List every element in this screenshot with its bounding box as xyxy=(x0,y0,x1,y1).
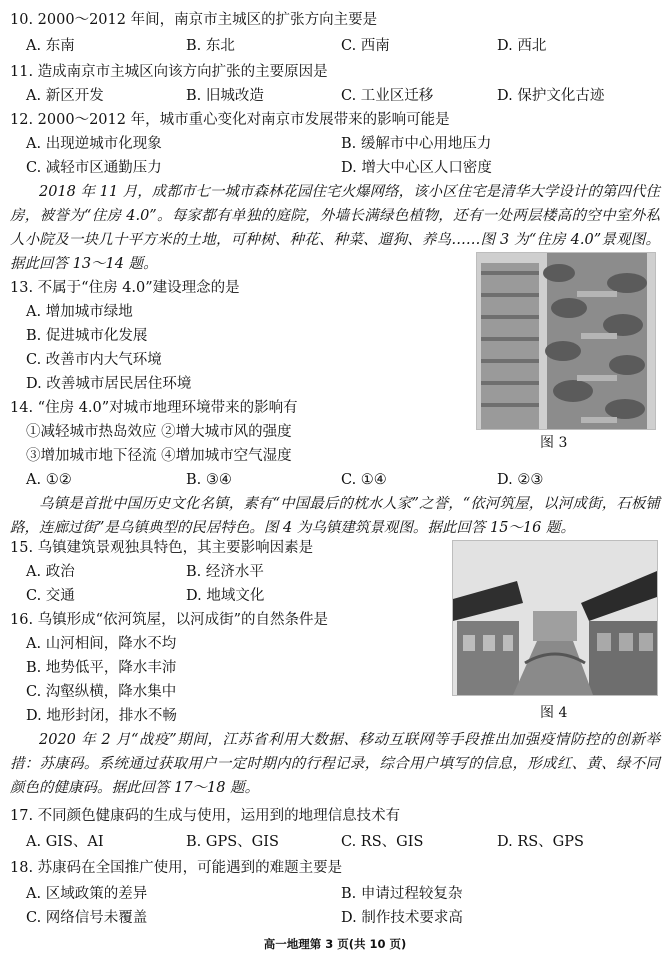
q14-statements-1: ①减轻城市热岛效应 ②增大城市风的强度 xyxy=(26,424,292,440)
q14-option-d: D. ②③ xyxy=(497,472,544,488)
q12-option-c: C. 减轻市区通勤压力 xyxy=(26,160,162,176)
q13-option-b: B. 促进城市化发展 xyxy=(26,328,148,344)
q13-option-d: D. 改善城市居民居住环境 xyxy=(26,376,192,392)
q16-option-b: B. 地势低平，降水丰沛 xyxy=(26,660,177,676)
q11-option-b: B. 旧城改造 xyxy=(186,88,264,104)
figure-4-image xyxy=(452,540,658,696)
q14-stem: 14. “住房 4.0”对城市地理环境带来的影响有 xyxy=(10,400,298,416)
q10-stem: 10. 2000～2012 年间，南京市主城区的扩张方向主要是 xyxy=(10,12,378,28)
q18-option-a: A. 区域政策的差异 xyxy=(26,886,148,902)
page-footer: 高一地理第 3 页(共 10 页) xyxy=(263,937,407,951)
q16-option-a: A. 山河相间，降水不均 xyxy=(26,636,177,652)
q14-option-c: C. ①④ xyxy=(341,472,387,488)
q18-option-c: C. 网络信号未覆盖 xyxy=(26,910,148,926)
figure-3-image xyxy=(476,252,656,430)
q14-option-b: B. ③④ xyxy=(186,472,232,488)
q18-option-d: D. 制作技术要求高 xyxy=(341,910,463,926)
q16-option-d: D. 地形封闭，排水不畅 xyxy=(26,708,177,724)
q17-stem: 17. 不同颜色健康码的生成与使用，运用到的地理信息技术有 xyxy=(10,808,401,824)
q15-option-c: C. 交通 xyxy=(26,588,75,604)
q17-option-a: A. GIS、AI xyxy=(26,834,104,850)
q10-option-d: D. 西北 xyxy=(497,38,547,54)
q10-option-a: A. 东南 xyxy=(26,38,75,54)
q10-option-b: B. 东北 xyxy=(186,38,235,54)
q13-option-c: C. 改善市内大气环境 xyxy=(26,352,162,368)
q16-option-c: C. 沟壑纵横，降水集中 xyxy=(26,684,177,700)
q12-option-b: B. 缓解市中心用地压力 xyxy=(341,136,492,152)
q12-option-d: D. 增大中心区人口密度 xyxy=(341,160,492,176)
q16-stem: 16. 乌镇形成“依河筑屋，以河成街”的自然条件是 xyxy=(10,612,328,628)
q18-stem: 18. 苏康码在全国推广使用，可能遇到的难题主要是 xyxy=(10,860,343,876)
q11-stem: 11. 造成南京市主城区向该方向扩张的主要原因是 xyxy=(10,64,328,80)
q13-stem: 13. 不属于“住房 4.0”建设理念的是 xyxy=(10,280,240,296)
passage-house-4: 2018 年 11 月，成都市七一城市森林花园住宅火爆网络，该小区住宅是清华大学设计的第四代住房，被誉为“住房 4.0”。每家都有单独的庭院，外墙长满绿色植物，还有一处两层楼高的空中室外私人小院及一块几十平方米的土地，可种树、种花、种菜、遛狗、养鸟……图 3 为“住房 4.0”景观图。据此回答 13～14 题。 xyxy=(10,184,660,272)
q18-option-b: B. 申请过程较复杂 xyxy=(341,886,463,902)
q12-stem: 12. 2000～2012 年，城市重心变化对南京市发展带来的影响可能是 xyxy=(10,112,450,128)
q15-option-d: D. 地域文化 xyxy=(186,588,265,604)
passage-sukangma: 2020 年 2 月“战疫”期间，江苏省利用大数据、移动互联网等手段推出加强疫情防控的创新举措：苏康码。系统通过获取用户一定时期内的行程记录，综合用户填写的信息，形成红、黄、绿不同颜色的健康码。据此回答 17～18 题。 xyxy=(10,732,660,796)
q14-option-a: A. ①② xyxy=(26,472,72,488)
q11-option-d: D. 保护文化古迹 xyxy=(497,88,605,104)
q11-option-c: C. 工业区迁移 xyxy=(341,88,434,104)
q15-option-a: A. 政治 xyxy=(26,564,75,580)
figure-3-caption: 图 3 xyxy=(540,435,568,451)
q15-stem: 15. 乌镇建筑景观独具特色，其主要影响因素是 xyxy=(10,540,314,556)
q13-option-a: A. 增加城市绿地 xyxy=(26,304,133,320)
figure-4-caption: 图 4 xyxy=(540,705,568,721)
q10-option-c: C. 西南 xyxy=(341,38,390,54)
q11-option-a: A. 新区开发 xyxy=(26,88,104,104)
q15-option-b: B. 经济水平 xyxy=(186,564,264,580)
passage-wuzhen: 乌镇是首批中国历史文化名镇，素有“中国最后的枕水人家”之誉，“依河筑屋，以河成街，石板铺路，连廊过街”是乌镇典型的民居特色。图 4 为乌镇建筑景观图。据此回答 15～16 题。 xyxy=(10,496,660,536)
q14-statements-2: ③增加城市地下径流 ④增加城市空气湿度 xyxy=(26,448,292,464)
q17-option-c: C. RS、GIS xyxy=(341,834,424,850)
q12-option-a: A. 出现逆城市化现象 xyxy=(26,136,162,152)
q17-option-d: D. RS、GPS xyxy=(497,834,584,850)
q17-option-b: B. GPS、GIS xyxy=(186,834,279,850)
